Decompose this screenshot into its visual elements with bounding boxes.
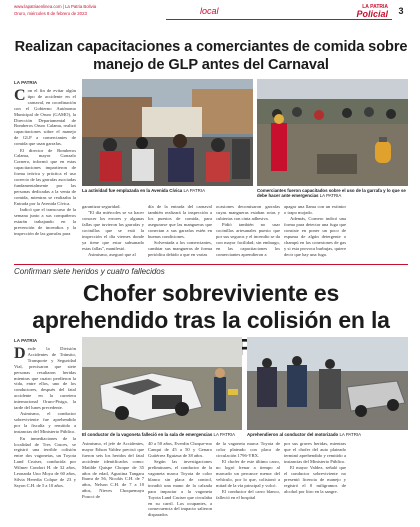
article2-caption-right [247, 432, 408, 437]
article1-paragraph: garantizar seguridad. [82, 204, 121, 209]
article1-column-5 [284, 204, 346, 262]
article2-paragraph: Según las investigaciones preliminares, el conductor de la vagoneta marca Toyota de color blanco sin placa de control, invadió una mano de la calzada para impactar a la vagoneta Toyota Land Cruiser que circulaba en su carril. Los ocupantes, a consecuencia del impacto salieron disparados [148, 459, 212, 518]
section-label: local [200, 6, 219, 16]
article1-paragraph: on el fin de evitar algún tipo de accidente en el carnaval, en coordinación con el Gobierno Autónomo Municipal de Oruro (GAMO), la Dirección Departamental de Bomberos Oruro Calama, realizó capacitaciones sobre el manejo de GLP a comerciantes de comida que usan garrafas. [14, 88, 76, 147]
article2-paragraph: esde la División Accidentes de Tránsito, Transporte y Seguridad Vial, precisaron que siete personas resultaron heridas mientras que cuatro perdieron la vida, entre ellos, uno de los conductores, después del fatal accidente en la carretera internacional Oruro-Pisiga, la tarde del lunes precedente. [14, 346, 76, 411]
article2-column-3 [148, 441, 212, 525]
article1-byline: LA PATRIA [14, 80, 38, 85]
article2-byline: LA PATRIA [14, 338, 38, 343]
caption-text: Aprehendieron al conductor del motorizado [247, 432, 339, 437]
article1-caption-right [257, 188, 408, 199]
article1-paragraph: día de la entrada del carnaval también realizará la inspección a los puestos de comida, para asegurarse que las mangueras que conectan a sus garrafas estén en buenas condiciones. [148, 204, 212, 239]
article2-photo-left [82, 337, 242, 430]
article2-paragraph: El mayor Valdez, señaló que el conductor sobreviviente no presentó licencia de manejo y registró el 0 miligramos de alcohol por litro en la sangre. [284, 465, 346, 494]
caption-credit: LA PATRIA [183, 188, 206, 193]
caption-credit: LA PATRIA [213, 432, 236, 437]
article2-photo-right [247, 337, 408, 430]
article2-column-4 [216, 441, 280, 525]
article2-column-1 [14, 346, 76, 524]
date-line: Oruro, miércoles 8 de febrero de 2023 [14, 11, 87, 16]
article1-paragraph: Pidió también no usar cocinillas artesanales puesto que por sus seguros y el incendio se da con mayor facilidad; sin embargo, en las capacitaciones los comerciantes aprendieron a [216, 222, 280, 257]
article2-paragraph: Asimismo, el jefe de Accidentes, mayor Edson Valdez precisó que fueron seis los heridos del fatal accidente identificados como: Matilde Quispe Choque de 35 años de edad, Agustina Tangara Ibarra de 56, Nicolás C.H. de 7 años, Nelson C.H. de 7 a 10 años, Nieves Choquemaya Poucci de [82, 441, 144, 500]
article1-paragraph: Además, Cornero indicó una forma para detectar una fuga que consiste en poner un poco de espuma de algún detergente o champú en las conexiones de gas y si esta provoca burbujas, quiere decir que hay una fuga. [284, 216, 346, 257]
article2-headline: Chofer sobreviviente es aprehendido tras la colisión en la [32, 280, 390, 333]
article1-photo-left [82, 79, 253, 186]
article1-photo-right [257, 79, 408, 186]
page-number: 3 [398, 6, 404, 16]
article1-column-3 [148, 204, 212, 262]
article1-column-4 [216, 204, 280, 262]
website-line: www.lapatriaenlinea.com | La Patria Bolivia [14, 4, 97, 9]
article1-paragraph: ocasiones decomisaron garrafas cuyas mangueras estaban rotas y cubiertas con cinta adhesiva. [216, 204, 280, 221]
brand-logo [338, 4, 388, 19]
article1-headline: Realizan capacitaciones a comerciantes de comida sobre manejo de GLP antes del Carnaval [14, 39, 408, 73]
article1-caption-left [82, 188, 253, 193]
article1-column-2 [82, 204, 144, 262]
article2-caption-left [82, 432, 242, 437]
article2-kicker: Confirman siete heridos y cuatro fallecidos [14, 267, 165, 276]
article1-paragraph: Asimismo, aseguró que al [88, 252, 136, 258]
section-divider [14, 264, 408, 265]
article1-paragraph: El director de Bomberos Calama, mayor Gonzalo Cornero, informó que en estas capacitaciones impartieron de forma teórica y práctica el uso correcto de las garrafas asociadas fundamentalmente por las personas dedicadas a la venta de comida, mientras se realizaba la Entrada por la Avenida Cívica. [14, 147, 76, 206]
brand-section: Policial [356, 9, 388, 19]
article1-dropcap: C [14, 88, 26, 104]
article1-paragraph: Indicó que el transcurso de la semana junto a sus compañeros estarán trabajando en la prevención de incendios y la inspección de las garrafas para [14, 207, 76, 236]
article2-column-5 [284, 441, 346, 525]
article2-paragraph: por sus graves heridas, mientras que el chofer del auto plateado terminó aprehendido y remitido a instancias del Ministerio Público. [284, 441, 346, 464]
article2-column-2 [82, 441, 144, 525]
article1-column-1 [14, 88, 76, 262]
article2-paragraph: Asimismo, el conductor sobreviviente fue aprehendido por la fiscalía y remitido a instancias del Ministerio Público. [14, 411, 76, 435]
article2-paragraph: 40 a 50 años, Everdin Choque-mo Canqui de 45 a 50 y Genaro Gutiérrez Eguizua de 38 años. [148, 441, 212, 458]
article1-paragraph: Solventada a los comerciantes, cambiar sus mangueras de forma periódica debido a que en varias [148, 239, 212, 257]
caption-credit: LA PATRIA [319, 193, 342, 199]
article2-paragraph: El chofer de este último carro, no logró frenar a tiempo al marcado un percance menor del vehículo, por lo que, colisionó a mitad de la vía principal y volcó. [216, 459, 280, 488]
brand-name: LA PATRIA [362, 4, 388, 10]
caption-text: La actividad fue emplazada en la Avenida Cívica [82, 188, 183, 193]
article1-paragraph: apagar una llama con un extintor o trapo mojado. [284, 204, 346, 215]
caption-credit: LA PATRIA [339, 432, 362, 437]
caption-text: Comerciantes fueron capacitados sobre el uso de la garrafa y lo que se debe hacer ante emergencias [257, 188, 406, 199]
article2-paragraph: de la vagoneta marca Toyota de color plateado con placa de circulación 1796-YRX. [216, 441, 280, 458]
article2-paragraph: El conductor del carro blanco, falleció en el hospital [216, 489, 280, 501]
article2-dropcap: D [14, 346, 26, 362]
page-header [0, 0, 420, 24]
caption-text: El conductor de la vagoneta falleció en la sala de emergencias [82, 432, 213, 437]
article2-paragraph: En inmediaciones de la localidad de Tres Cruces, se registró una terrible colisión entre dos vagonetas, un Toyota Land Cruiser, conducida por Wilmer Condori H. de 32 años, Leonarda Uno Moya de 60 años, Silvia Heredia Colque de 23 y Sayon C.H. de 5 a 10 años. [14, 435, 76, 488]
article1-paragraph: "El día miércoles se va hacer conocer los errores y algunas fallas que tuvieron las garrafas y cocinillas que se está la inspección el día viernes donde ya tiene que estar subsanado estas fallas", manifestó. [82, 210, 144, 251]
